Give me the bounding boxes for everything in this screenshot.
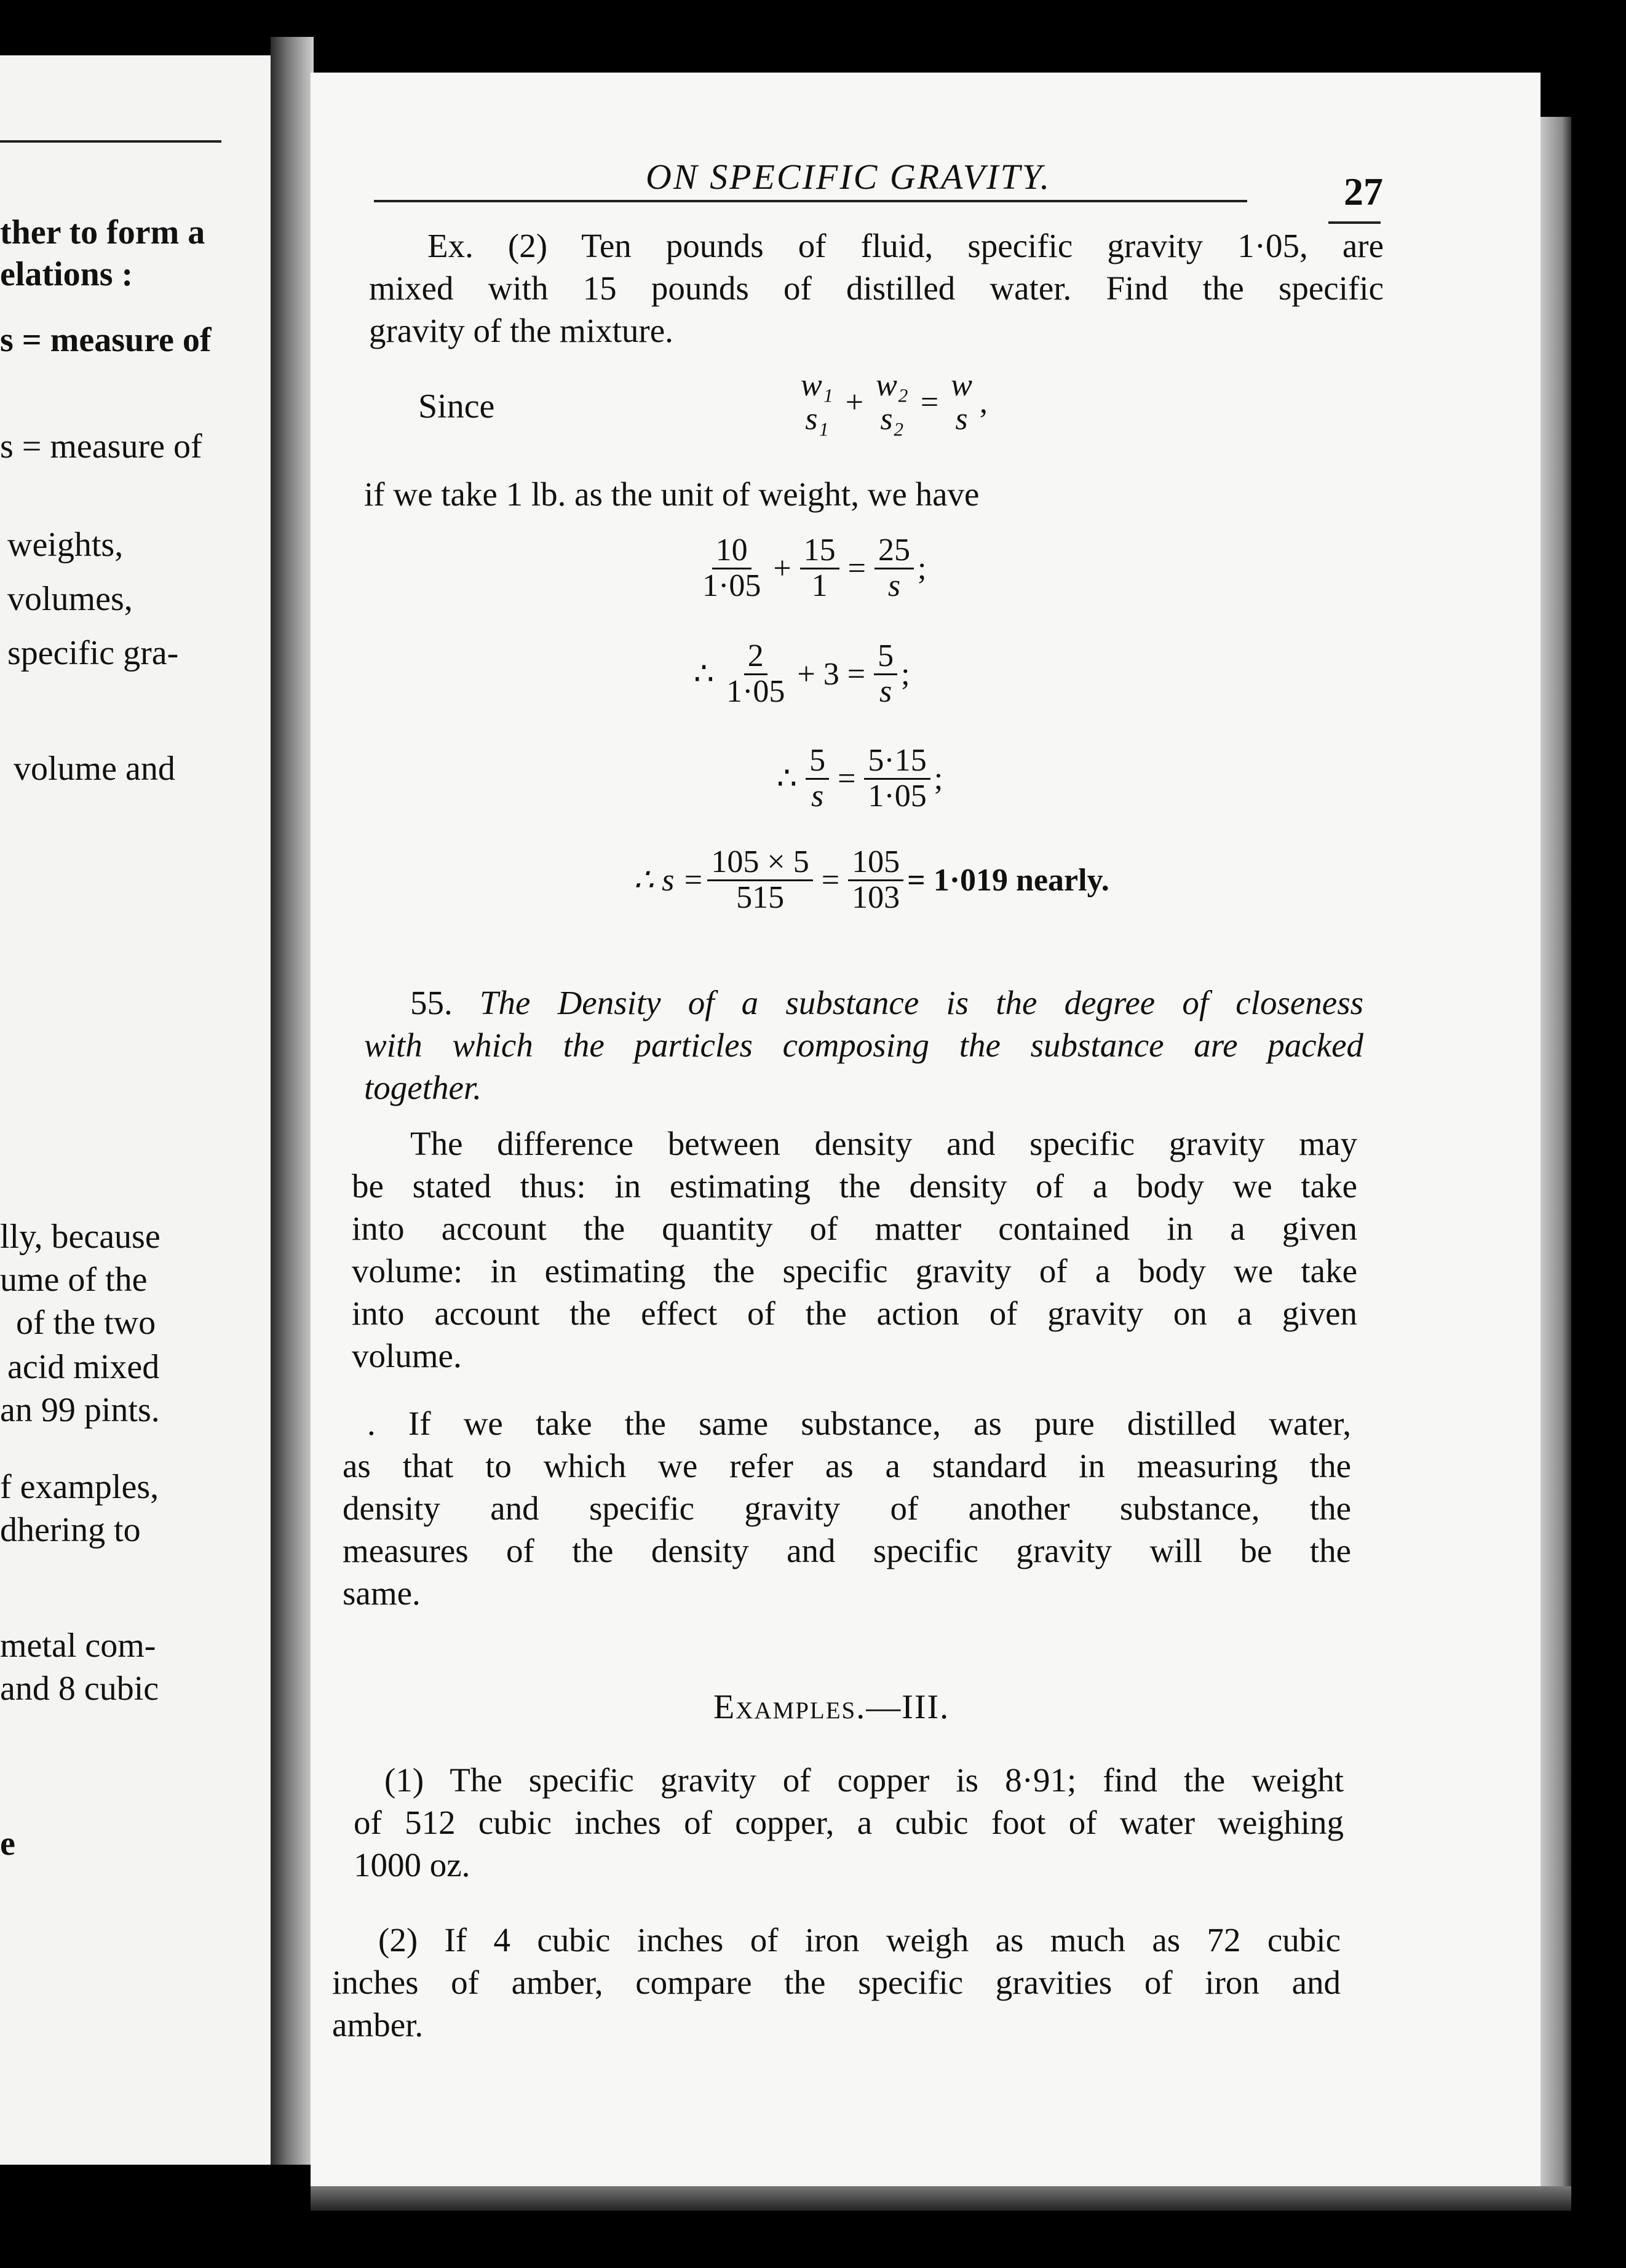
fraction-w1-s1: w₁ s₁: [801, 368, 833, 437]
left-line: elations :: [0, 255, 133, 293]
left-line: weights,: [7, 526, 124, 564]
page-number-rule: [1328, 221, 1381, 224]
left-line: of the two: [16, 1304, 156, 1342]
left-line: volumes,: [7, 580, 133, 618]
example-2-line: mixed with 15 pounds of distilled water. Find the specific: [369, 269, 1384, 307]
left-line: s = measure of: [0, 321, 212, 359]
paragraph-line: be stated thus: in estimating the density of a body we take: [352, 1167, 1357, 1205]
question-line: of 512 cubic inches of copper, a cubic foot of water weighing: [354, 1804, 1344, 1841]
paragraph-line: into account the effect of the action of gravity on a given: [352, 1295, 1357, 1332]
running-title: ON SPECIFIC GRAVITY.: [646, 157, 1052, 197]
equation-2: ∴ $\frac{2}{1\cdot 05}$ + 3 = $\frac{5}{s}$ ;: [694, 638, 910, 709]
left-line: lly, because: [0, 1218, 161, 1256]
left-line: ume of the: [0, 1261, 148, 1299]
question-line: (1) The specific gravity of copper is 8·91; find the weight: [384, 1761, 1344, 1799]
paragraph-line: as that to which we refer as a standard in measuring the: [343, 1447, 1351, 1485]
left-line: ther to form a: [0, 213, 205, 252]
question-line: 1000 oz.: [354, 1846, 470, 1884]
fraction-w-s: w s: [951, 368, 972, 437]
book-gutter: [271, 37, 314, 2165]
article-55-definition: 55. The Density of a substance is the degree of closeness with which the particles composing the substance are packed together.: [364, 981, 1363, 1109]
definition-line: with which the particles composing the substance are packed: [364, 1026, 1363, 1064]
left-page: [0, 55, 271, 2165]
unit-line: if we take 1 lb. as the unit of weight, we have: [364, 475, 980, 513]
paragraph-line: into account the quantity of matter contained in a given: [352, 1210, 1357, 1247]
paragraph-line: volume.: [352, 1337, 462, 1374]
left-line: metal com-: [0, 1627, 156, 1665]
density-paragraph: [352, 1122, 1357, 1377]
definition-line: together.: [364, 1069, 482, 1106]
left-line: acid mixed: [7, 1348, 160, 1386]
page-number: 27: [1344, 170, 1383, 213]
example-2-line: gravity of the mixture.: [369, 312, 673, 349]
left-line: s = measure of: [0, 427, 202, 466]
question-2: [332, 1919, 1341, 2046]
paragraph-line: The difference between density and specific gravity may: [410, 1125, 1357, 1162]
equation-3: ∴ $\frac{5}{s}$ = $\frac{5\cdot 15}{1\cdot 05}$ ;: [777, 743, 943, 814]
paragraph-line: . If we take the same substance, as pure distilled water,: [367, 1405, 1351, 1442]
since-label: Since: [418, 387, 495, 426]
paragraph-line: volume: in estimating the specific gravity of a body we take: [352, 1252, 1357, 1290]
fraction-w2-s2: w₂ s₂: [876, 368, 908, 437]
header-rule: [374, 200, 1247, 202]
question-line: (2) If 4 cubic inches of iron weigh as much as 72 cubic: [378, 1921, 1341, 1959]
page-edge-shadow: [1541, 117, 1571, 2195]
bottom-edge-shadow: [311, 2186, 1571, 2211]
standard-paragraph: [343, 1402, 1351, 1614]
paragraph-line: density and specific gravity of another substance, the: [343, 1489, 1351, 1527]
equation-4: ∴ s = $\frac{105 \times 5}{515}$ = $\frac{105}{103}$ = 1·019 nearly.: [633, 844, 1109, 915]
paragraph-line: measures of the density and specific gravity will be the: [343, 1532, 1351, 1569]
left-line: an 99 pints.: [0, 1391, 160, 1429]
equation-1: $\frac{10}{1\cdot 05}$ + $\frac{15}{1}$ = $\frac{25}{s}$ ;: [702, 533, 927, 603]
question-line: amber.: [332, 2006, 424, 2044]
example-2-text: [369, 224, 1384, 352]
example-2-line: Ex. (2) Ten pounds of fluid, specific gravity 1·05, are: [427, 227, 1384, 264]
question-line: inches of amber, compare the specific gravities of iron and: [332, 1964, 1341, 2001]
left-line: and 8 cubic: [0, 1670, 159, 1708]
question-1: [354, 1759, 1344, 1886]
article-number: 55.: [410, 984, 453, 1021]
left-line: specific gra-: [7, 634, 179, 672]
paragraph-line: same.: [343, 1574, 421, 1612]
left-line: f examples,: [0, 1468, 159, 1506]
left-line: e: [0, 1825, 15, 1863]
general-equation: w₁ s₁ + w₂ s₂ = w s ,: [793, 369, 988, 436]
left-page-rule: [0, 140, 221, 143]
left-line: volume and: [14, 750, 175, 788]
examples-heading: Examples.—III.: [713, 1688, 950, 1726]
left-line: dhering to: [0, 1511, 141, 1549]
